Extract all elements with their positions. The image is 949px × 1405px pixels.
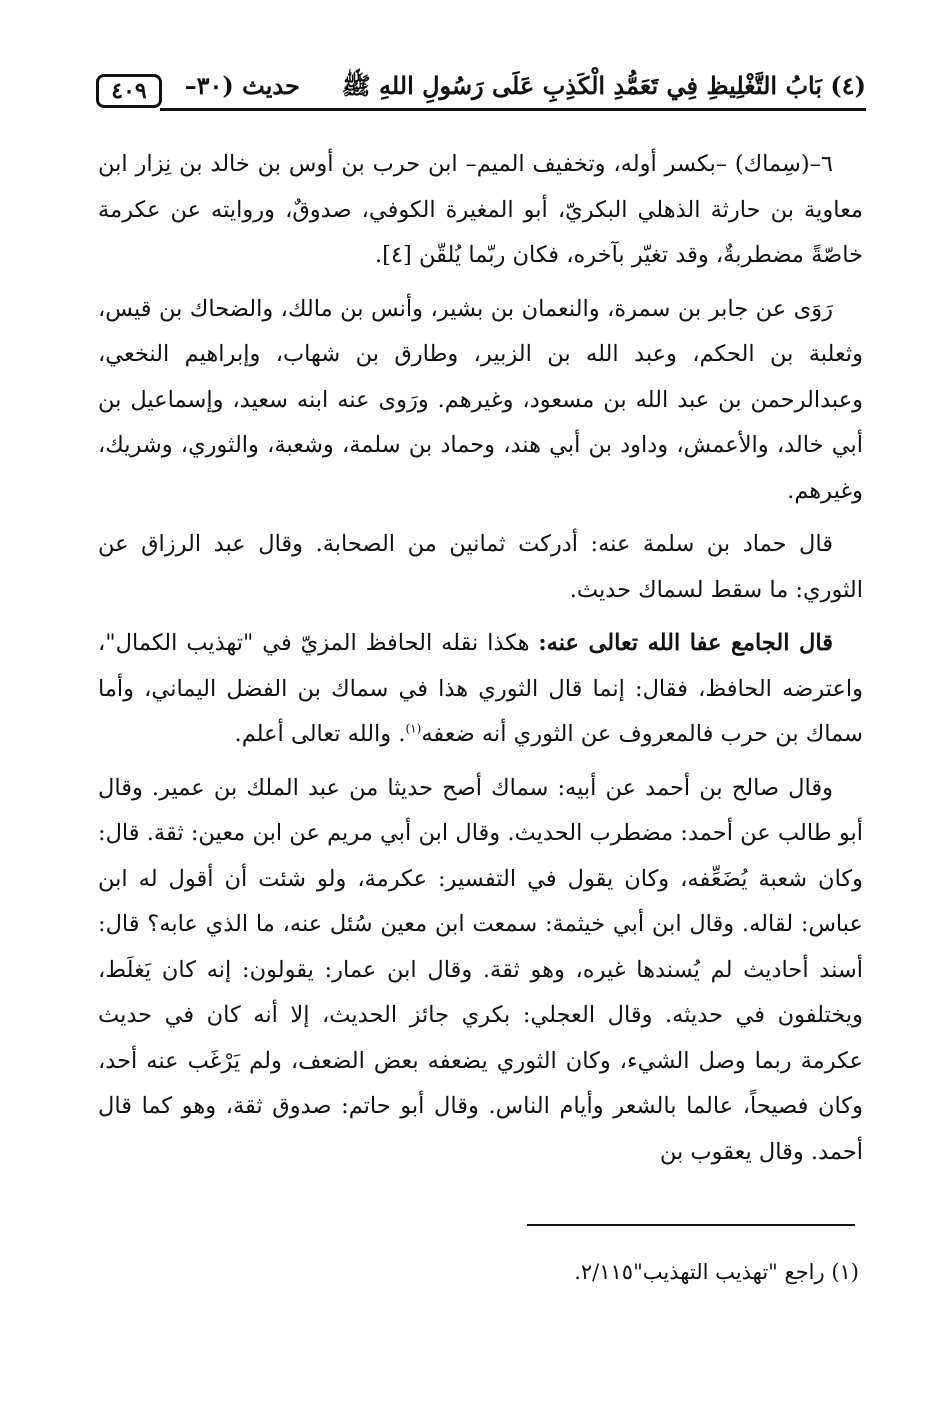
paragraph-compiler-note	[98, 621, 863, 758]
compiler-note-lead: قال الجامع عفا الله تعالى عنه:	[538, 630, 834, 656]
main-text	[98, 142, 863, 1183]
header-rule	[160, 108, 866, 111]
page-header	[96, 66, 866, 114]
paragraph-critic-opinions: وقال صالح بن أحمد عن أبيه: سماك أصح حديثا من عبد الملك بن عمير. وقال أبو طالب عن أحمد: مضطرب الحديث. وقال ابن أبي مريم عن ابن معين: ثقة. قال: وكان شعبة يُضَعِّفه، وكان يقول في التفسير: عكرمة، ولو شئت أن أقول له ابن عباس: لقاله. وقال ابن أبي خيثمة: سمعت ابن معين سُئل عنه، ما الذي عابه؟ قال: أسند أحاديث لم يُسندها غيره، وهو ثقة. وقال ابن عمار: يقولون: إنه كان يَغلَط، ويختلفون في حديثه. وقال العجلي: بكري جائز الحديث، إلا أنه كان في حديث عكرمة ربما وصل الشيء، وكان الثوري يضعفه بعض الضعف، ولم يَرْغَب عنه أحد، وكان فصيحاً، عالما بالشعر وأيام الناس. وقال أبو حاتم: صدوق ثقة، وهو كما قال أحمد. وقال يعقوب بن	[98, 774, 864, 1165]
compiler-note-text: هكذا نقله الحافظ المزيّ في "تهذيب الكمال"، واعترضه الحافظ، فقال: إنما قال الثوري هذا في سماك بن الفضل اليماني، وأما سماك بن حرب فالمعروف عن الثوري أنه ضعفه	[98, 630, 863, 747]
running-header	[176, 66, 866, 106]
chapter-title: (٤) بَابُ التَّغْلِيظِ فِي تَعَمُّدِ الْكَذِبِ عَلَى رَسُولِ اللهِ ﷺ	[341, 71, 866, 100]
paragraph-narrator-bio: ٦–(سِماك) –بكسر أوله، وتخفيف الميم– ابن حرب بن أوس بن خالد بن نِزار ابن معاوية بن حارثة الذهلي البكريّ، أبو المغيرة الكوفي، صدوقٌ، وروايته عن عكرمة خاصّةً مضطربةٌ، وقد تغيّر بآخره، فكان ربّما يُلقّن [٤].	[98, 151, 863, 268]
paragraph-hammad-quote: قال حماد بن سلمة عنه: أدركت ثمانين من الصحابة. وقال عبد الرزاق عن الثوري: ما سقط لسماك حديث.	[98, 531, 863, 603]
footnote: (١) راجع "تهذيب التهذيب"٢/١١٥.	[574, 1260, 859, 1284]
page-number-text: ٤٠٩	[111, 78, 147, 104]
compiler-note-tail: . والله تعالى أعلم.	[234, 721, 406, 747]
paragraph-narrated-from: رَوَى عن جابر بن سمرة، والنعمان بن بشير، وأنس بن مالك، والضحاك بن قيس، وثعلبة بن الحكم، وعبد الله بن الزبير، وطارق بن شهاب، وإبراهيم النخعي، وعبدالرحمن بن عبد الله بن مسعود، وغيرهم. ورَوى عنه ابنه سعيد، وإسماعيل بن أبي خالد، والأعمش، وداود بن أبي هند، وحماد بن سلمة، وشعبة، والثوري، وشريك، وغيرهم.	[98, 295, 863, 504]
footnote-reference[interactable]: (١)	[405, 721, 422, 736]
footnote-separator	[527, 1224, 855, 1226]
page-number	[96, 74, 162, 108]
hadith-range: حديث (٣٠–	[184, 71, 300, 100]
